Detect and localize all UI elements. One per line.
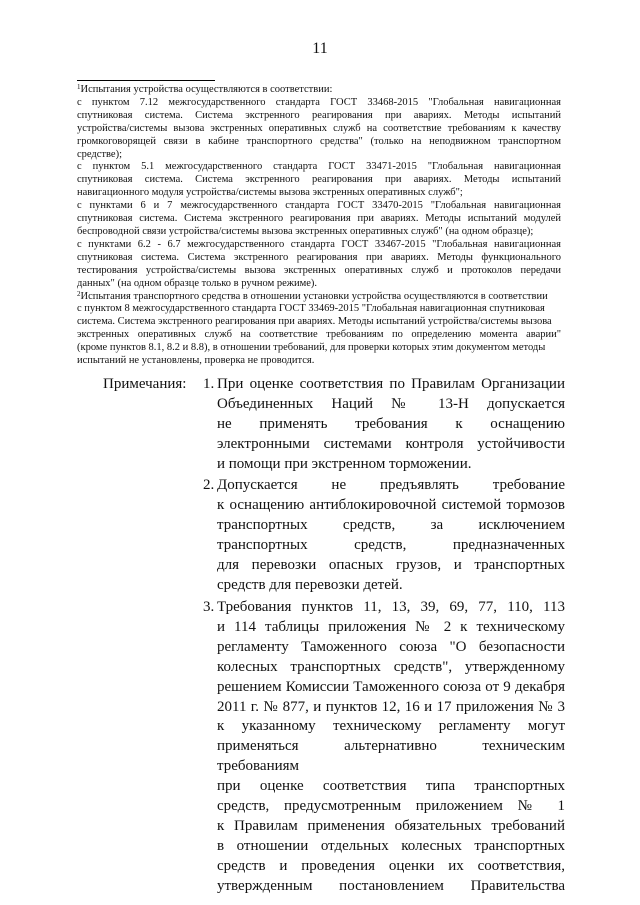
note-line: утвержденным постановлением Правительства xyxy=(217,877,565,894)
note-item-1 xyxy=(203,375,565,475)
footnote-1-line: спутниковая система. Система экстренного реагирования при авариях. Методы испытаний xyxy=(77,109,561,121)
footnote-1-line: с пунктом 7.12 межгосударственного стандарта ГОСТ 33468-2015 "Глобальная навигационная xyxy=(77,96,561,108)
note-line: к Правилам применения обязательных требований xyxy=(217,817,565,834)
note-line: регламенту Таможенного союза "О безопасности xyxy=(217,638,565,655)
footnote-1-line: с пунктами 6.2 - 6.7 межгосударственного стандарта ГОСТ 33467-2015 "Глобальная навигационная xyxy=(77,238,561,250)
footnote-1-line: спутниковая система. Система экстренного реагирования при авариях. Методы испытаний xyxy=(77,174,561,186)
note-line: не применять требования к оснащению xyxy=(217,415,565,432)
footnote-1-line: тестирования устройства/системы вызова экстренных оперативных служб и протоколов передачи xyxy=(77,264,561,276)
footnote-divider xyxy=(77,80,215,81)
notes-label: Примечания: xyxy=(103,376,187,392)
note-line: в отношении отдельных колесных транспортных xyxy=(217,837,565,854)
note-line: для перевозки опасных грузов, и транспортных xyxy=(217,556,565,573)
footnote-marker: 1 xyxy=(77,83,81,91)
footnote-1-line: беспроводной связи устройства/системы вызова экстренных оперативных служб" (на одном образце); xyxy=(77,225,534,237)
footnote-2-line: система. Система экстренного реагирования при авариях. Методы испытаний устройства/системы вызова xyxy=(77,316,552,328)
footnote-1-line: с пунктом 5.1 межгосударственного стандарта ГОСТ 33471-2015 "Глобальная навигационная xyxy=(77,161,561,173)
note-line: при оценке соответствия типа транспортных xyxy=(217,778,565,795)
note-line: к указанному техническому регламенту могут xyxy=(217,718,565,735)
footnote-1-line: спутниковая система. Система экстренного реагирования при авариях. Методы функционального xyxy=(77,251,561,263)
footnotes xyxy=(77,84,561,368)
note-line: средств и проведения оценки их соответствия, xyxy=(217,857,565,874)
footnote-1-intro: $^1$Испытания устройства осуществляются в соответствии: xyxy=(77,83,333,95)
note-line: Объединенных Наций № 13-Н допускается xyxy=(217,395,565,412)
note-line: электронными системами контроля устойчивости xyxy=(217,435,565,452)
footnote-1-line: навигационного модуля устройства/системы вызова экстренных оперативных служб"; xyxy=(77,187,463,199)
footnote-2-line: экстренных оперативных служб на соответствие требованиям по определению момента аварии" xyxy=(77,329,561,341)
footnote-marker: 2 xyxy=(77,289,81,298)
footnote-1-line: спутниковая система. Система экстренного реагирования при авариях. Методы испытаний модулей xyxy=(77,213,561,225)
footnote-2-line: (кроме пунктов 8.1, 8.2 и 8.8), в отношении требований, для проверки которых этим документом методы xyxy=(77,342,546,354)
footnote-1-line: средстве); xyxy=(77,148,122,160)
note-line: и 114 таблицы приложения № 2 к техническому xyxy=(217,618,565,635)
note-line: Требования пунктов 11, 13, 39, 69, 77, 110, 113 xyxy=(217,599,565,615)
footnote-1-line: устройства/системы вызова экстренных оперативных служб на соответствие требованиям к качеству xyxy=(77,122,561,134)
note-line: колесных транспортных средств", утвержденному xyxy=(217,658,565,675)
note-line: к оснащению антиблокировочной системой тормозов xyxy=(217,496,565,513)
note-item-2 xyxy=(203,476,565,595)
note-line: При оценке соответствия по Правилам Организации xyxy=(217,376,565,392)
note-number: 3. xyxy=(203,599,215,615)
note-line: транспортных средств, за исключением xyxy=(217,516,565,533)
page-number: 11 xyxy=(312,40,328,57)
note-line: применяться альтернативно техническим требованиям xyxy=(217,738,565,775)
note-number: 2. xyxy=(203,477,215,493)
note-line: средств для перевозки детей. xyxy=(217,576,403,593)
note-line: решением Комиссии Таможенного союза от 9 декабря xyxy=(217,678,565,695)
note-number: 1. xyxy=(203,376,215,392)
note-line: транспортных средств, предназначенных xyxy=(217,536,565,553)
footnote-2-line: испытаний не установлены, проверка не проводится. xyxy=(77,355,315,367)
footnote-2-line: с пунктом 8 межгосударственного стандарта ГОСТ 33469-2015 "Глобальная навигационная спутниковая xyxy=(77,303,545,315)
note-line: средств, предусмотренным приложением № 1 xyxy=(217,798,565,815)
footnote-1-line: громкоговорящей связи в кабине транспортного средства" (только на неподвижном транспортном xyxy=(77,135,561,147)
note-line: Допускается не предъявлять требование xyxy=(217,477,565,493)
footnote-1-line: с пунктами 6 и 7 межгосударственного стандарта ГОСТ 33470-2015 "Глобальная навигационная xyxy=(77,200,561,212)
note-item-3 xyxy=(203,598,565,897)
note-line: и помощи при экстренном торможении. xyxy=(217,455,472,472)
footnote-2-intro: $^2$Испытания транспортного средства в отношении установки устройства осуществляются в соответствии xyxy=(77,289,548,302)
footnote-1-line: данных" (на одном образце только в ручном режиме). xyxy=(77,277,318,289)
note-line: 2011 г. № 877, и пунктов 12, 16 и 17 приложения № 3 xyxy=(217,698,565,715)
